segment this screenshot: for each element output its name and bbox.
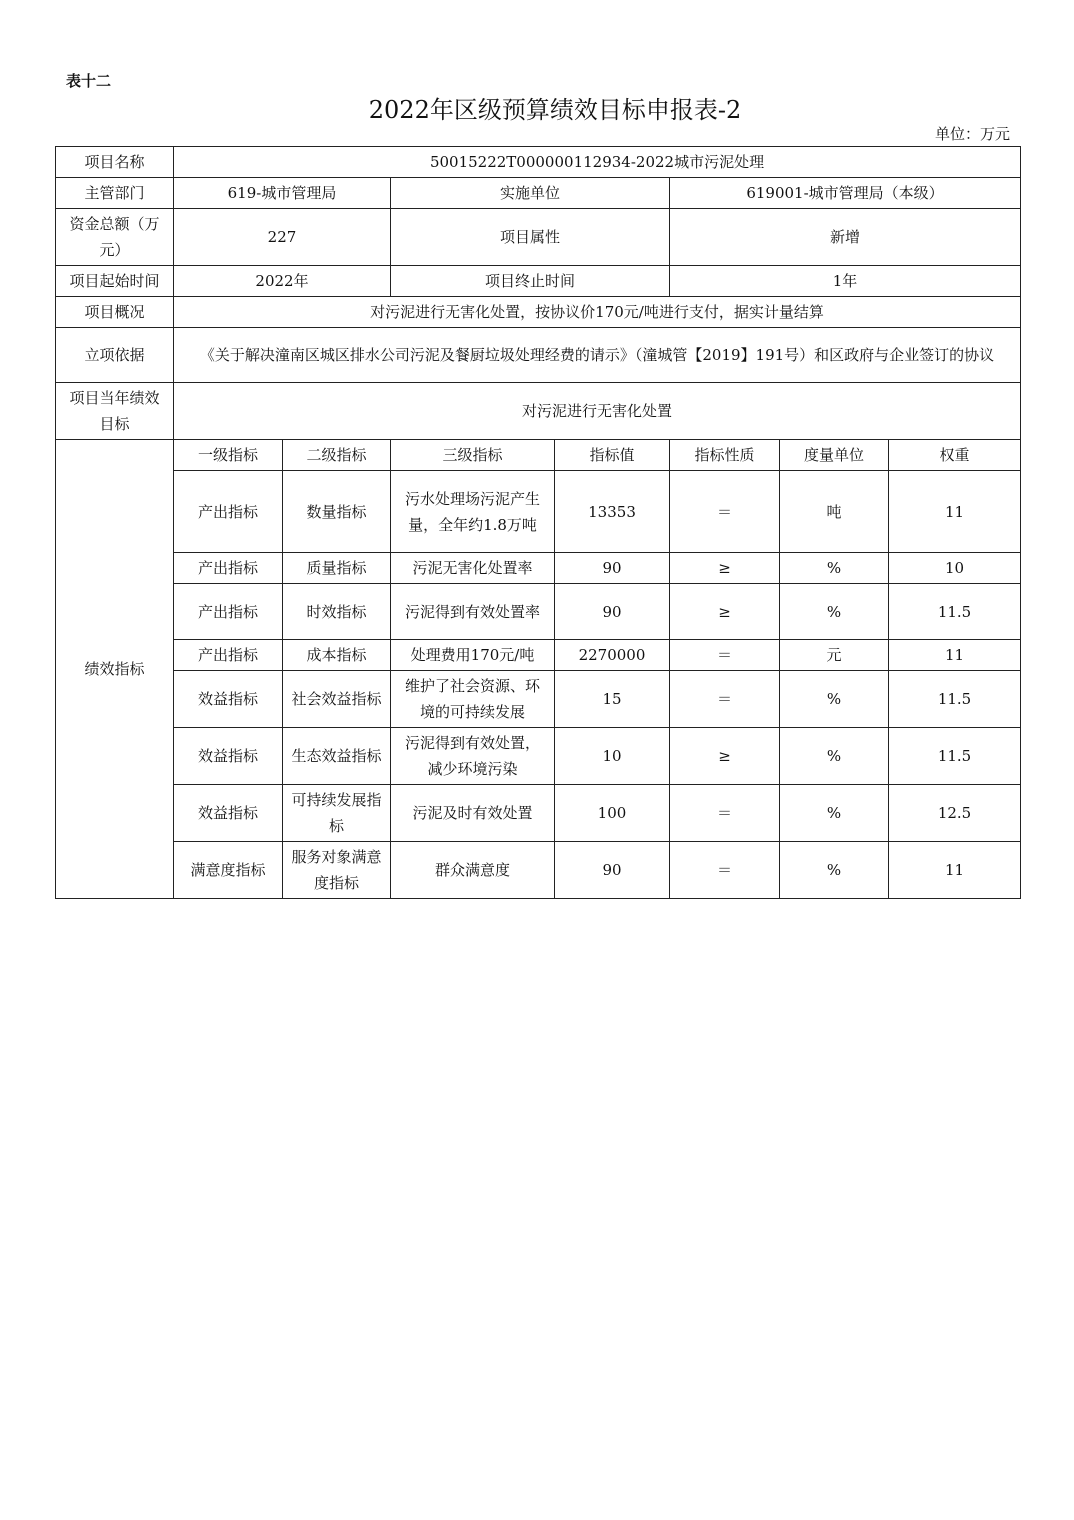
table-row bbox=[56, 842, 1021, 899]
nature-cell: ＝ bbox=[670, 842, 780, 899]
unit-cell: % bbox=[780, 785, 889, 842]
row-goal bbox=[56, 383, 1021, 440]
level2-cell: 可持续发展指标 bbox=[283, 785, 391, 842]
row-funds bbox=[56, 209, 1021, 266]
end-label: 项目终止时间 bbox=[391, 266, 670, 297]
table-row bbox=[56, 553, 1021, 584]
level3-cell: 污泥得到有效处置率 bbox=[391, 584, 555, 640]
nature-cell: ≥ bbox=[670, 728, 780, 785]
project-name-value: 50015222T000000112934-2022城市污泥处理 bbox=[174, 147, 1021, 178]
header-weight: 权重 bbox=[889, 440, 1021, 471]
table-label: 表十二 bbox=[66, 72, 112, 90]
row-overview bbox=[56, 297, 1021, 328]
dept-label: 主管部门 bbox=[56, 178, 174, 209]
indicators-section-label: 绩效指标 bbox=[56, 440, 174, 899]
unit-cell: 吨 bbox=[780, 471, 889, 553]
unit-cell: 元 bbox=[780, 640, 889, 671]
value-cell: 100 bbox=[555, 785, 670, 842]
level1-cell: 效益指标 bbox=[174, 728, 283, 785]
goal-label: 项目当年绩效目标 bbox=[56, 383, 174, 440]
header-unit: 度量单位 bbox=[780, 440, 889, 471]
nature-cell: ＝ bbox=[670, 785, 780, 842]
row-project-name bbox=[56, 147, 1021, 178]
level2-cell: 质量指标 bbox=[283, 553, 391, 584]
nature-cell: ≥ bbox=[670, 553, 780, 584]
weight-cell: 11.5 bbox=[889, 584, 1021, 640]
table-row bbox=[56, 584, 1021, 640]
start-label: 项目起始时间 bbox=[56, 266, 174, 297]
table-row bbox=[56, 785, 1021, 842]
level2-cell: 社会效益指标 bbox=[283, 671, 391, 728]
weight-cell: 11 bbox=[889, 842, 1021, 899]
end-value: 1年 bbox=[670, 266, 1021, 297]
attr-label: 项目属性 bbox=[391, 209, 670, 266]
header-nature: 指标性质 bbox=[670, 440, 780, 471]
value-cell: 15 bbox=[555, 671, 670, 728]
level2-cell: 服务对象满意度指标 bbox=[283, 842, 391, 899]
weight-cell: 11.5 bbox=[889, 728, 1021, 785]
budget-performance-table bbox=[55, 146, 1021, 899]
value-cell: 90 bbox=[555, 553, 670, 584]
funds-label: 资金总额（万元） bbox=[56, 209, 174, 266]
level3-cell: 群众满意度 bbox=[391, 842, 555, 899]
level3-cell: 污泥得到有效处置，减少环境污染 bbox=[391, 728, 555, 785]
nature-cell: ＝ bbox=[670, 671, 780, 728]
unit-cell: % bbox=[780, 728, 889, 785]
basis-label: 立项依据 bbox=[56, 328, 174, 383]
level1-cell: 产出指标 bbox=[174, 471, 283, 553]
level1-cell: 效益指标 bbox=[174, 671, 283, 728]
level2-cell: 成本指标 bbox=[283, 640, 391, 671]
weight-cell: 10 bbox=[889, 553, 1021, 584]
nature-cell: ≥ bbox=[670, 584, 780, 640]
weight-cell: 11 bbox=[889, 640, 1021, 671]
impl-value: 619001-城市管理局（本级） bbox=[670, 178, 1021, 209]
header-value: 指标值 bbox=[555, 440, 670, 471]
level3-cell: 维护了社会资源、环境的可持续发展 bbox=[391, 671, 555, 728]
goal-value: 对污泥进行无害化处置 bbox=[174, 383, 1021, 440]
weight-cell: 11 bbox=[889, 471, 1021, 553]
value-cell: 2270000 bbox=[555, 640, 670, 671]
level1-cell: 产出指标 bbox=[174, 553, 283, 584]
row-period bbox=[56, 266, 1021, 297]
unit-cell: % bbox=[780, 584, 889, 640]
value-cell: 13353 bbox=[555, 471, 670, 553]
level3-cell: 污泥及时有效处置 bbox=[391, 785, 555, 842]
row-department bbox=[56, 178, 1021, 209]
start-value: 2022年 bbox=[174, 266, 391, 297]
level1-cell: 产出指标 bbox=[174, 584, 283, 640]
unit-cell: % bbox=[780, 671, 889, 728]
impl-label: 实施单位 bbox=[391, 178, 670, 209]
header-level1: 一级指标 bbox=[174, 440, 283, 471]
page-title: 2022年区级预算绩效目标申报表-2 bbox=[368, 96, 742, 124]
weight-cell: 12.5 bbox=[889, 785, 1021, 842]
value-cell: 90 bbox=[555, 842, 670, 899]
table-row bbox=[56, 471, 1021, 553]
funds-value: 227 bbox=[174, 209, 391, 266]
level2-cell: 时效指标 bbox=[283, 584, 391, 640]
header-level3: 三级指标 bbox=[391, 440, 555, 471]
table-row bbox=[56, 640, 1021, 671]
level1-cell: 产出指标 bbox=[174, 640, 283, 671]
value-cell: 90 bbox=[555, 584, 670, 640]
level1-cell: 满意度指标 bbox=[174, 842, 283, 899]
value-cell: 10 bbox=[555, 728, 670, 785]
attr-value: 新增 bbox=[670, 209, 1021, 266]
nature-cell: ＝ bbox=[670, 471, 780, 553]
level1-cell: 效益指标 bbox=[174, 785, 283, 842]
table-row bbox=[56, 728, 1021, 785]
unit-note: 单位：万元 bbox=[934, 125, 1010, 143]
dept-value: 619-城市管理局 bbox=[174, 178, 391, 209]
level3-cell: 污水处理场污泥产生量，全年约1.8万吨 bbox=[391, 471, 555, 553]
level2-cell: 数量指标 bbox=[283, 471, 391, 553]
level2-cell: 生态效益指标 bbox=[283, 728, 391, 785]
table-row bbox=[56, 671, 1021, 728]
nature-cell: ＝ bbox=[670, 640, 780, 671]
row-basis bbox=[56, 328, 1021, 383]
overview-value: 对污泥进行无害化处置，按协议价170元/吨进行支付，据实计量结算 bbox=[174, 297, 1021, 328]
unit-cell: % bbox=[780, 842, 889, 899]
indicator-header-row bbox=[56, 440, 1021, 471]
project-name-label: 项目名称 bbox=[56, 147, 174, 178]
basis-value: 《关于解决潼南区城区排水公司污泥及餐厨垃圾处理经费的请示》（潼城管【2019】191号）和区政府与企业签订的协议 bbox=[174, 328, 1021, 383]
header-level2: 二级指标 bbox=[283, 440, 391, 471]
level3-cell: 处理费用170元/吨 bbox=[391, 640, 555, 671]
level3-cell: 污泥无害化处置率 bbox=[391, 553, 555, 584]
unit-cell: % bbox=[780, 553, 889, 584]
weight-cell: 11.5 bbox=[889, 671, 1021, 728]
overview-label: 项目概况 bbox=[56, 297, 174, 328]
